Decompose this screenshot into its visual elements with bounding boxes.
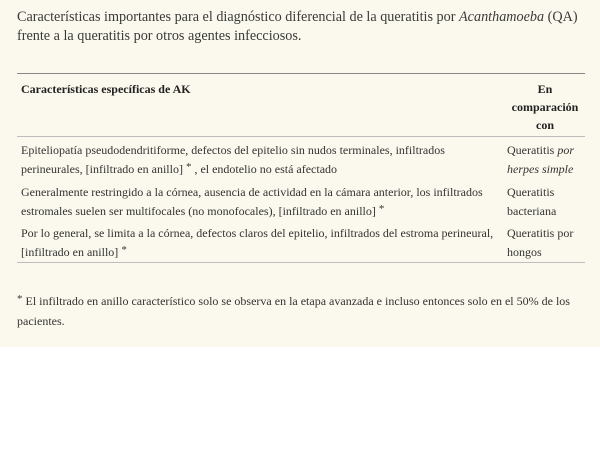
compare-line xyxy=(507,141,579,160)
desc-line: Por lo general, se limita a la córnea, defectos claros del epitelio, infiltrados del estroma perineural, xyxy=(21,226,494,240)
intro-organism: Acanthamoeba xyxy=(459,9,545,25)
row-description xyxy=(17,224,499,262)
compare-line: bacteriana xyxy=(507,204,557,218)
table-row xyxy=(17,181,585,222)
row-comparison xyxy=(499,141,579,181)
header-specific-features: Características específicas de AK xyxy=(21,82,191,96)
row-comparison xyxy=(499,224,579,262)
table-row xyxy=(17,222,585,263)
footnote xyxy=(17,292,583,331)
desc-text: , el endotelio no está afectado xyxy=(194,162,338,176)
compare-italic: por xyxy=(557,143,574,157)
compare-line: Queratitis xyxy=(507,185,555,199)
compare-line: hongos xyxy=(507,245,542,259)
header-compared-line1: En xyxy=(537,82,553,96)
comparison-table xyxy=(17,73,585,263)
desc-text: estromales suelen ser multifocales (no monofocales), [infiltrado en anillo] xyxy=(21,204,376,218)
header-compared-line2: comparación xyxy=(511,100,579,114)
row-description xyxy=(17,141,499,181)
compare-text: Queratitis xyxy=(507,143,558,157)
table-header xyxy=(17,74,585,137)
footnote-text: El infiltrado en anillo característico solo se observa en la etapa avanzada e incluso entonces solo en el 50% de los pacientes. xyxy=(17,294,570,328)
header-compared-with xyxy=(505,74,585,136)
compare-line: Queratitis por xyxy=(507,226,574,240)
desc-text: [infiltrado en anillo] xyxy=(21,245,119,259)
table-row xyxy=(17,137,585,181)
row-description xyxy=(17,183,499,222)
asterisk-marker: * xyxy=(378,203,385,215)
intro-text-after: (QA) frente a la queratitis por otros agentes infecciosos. xyxy=(17,9,578,44)
desc-line xyxy=(21,202,499,222)
intro-text-before: Características importantes para el diagnóstico diferencial de la queratitis por xyxy=(17,9,460,25)
desc-line: Epiteliopatía pseudodendritiforme, defectos del epitelio sin nudos terminales, infiltrados xyxy=(21,143,445,157)
desc-line: Generalmente restringido a la córnea, ausencia de actividad en la cámara anterior, los infiltrados xyxy=(21,185,483,199)
intro-paragraph xyxy=(17,8,587,46)
asterisk-marker: * xyxy=(185,161,192,173)
footnote-marker: * xyxy=(17,293,23,305)
header-compared-line3: con xyxy=(536,118,554,132)
asterisk-marker: * xyxy=(121,244,127,256)
compare-line: herpes simple xyxy=(507,162,574,176)
desc-text: perineurales, [infiltrado en anillo] xyxy=(21,162,183,176)
desc-line xyxy=(21,160,499,180)
row-comparison xyxy=(499,183,579,222)
desc-line xyxy=(21,243,499,263)
